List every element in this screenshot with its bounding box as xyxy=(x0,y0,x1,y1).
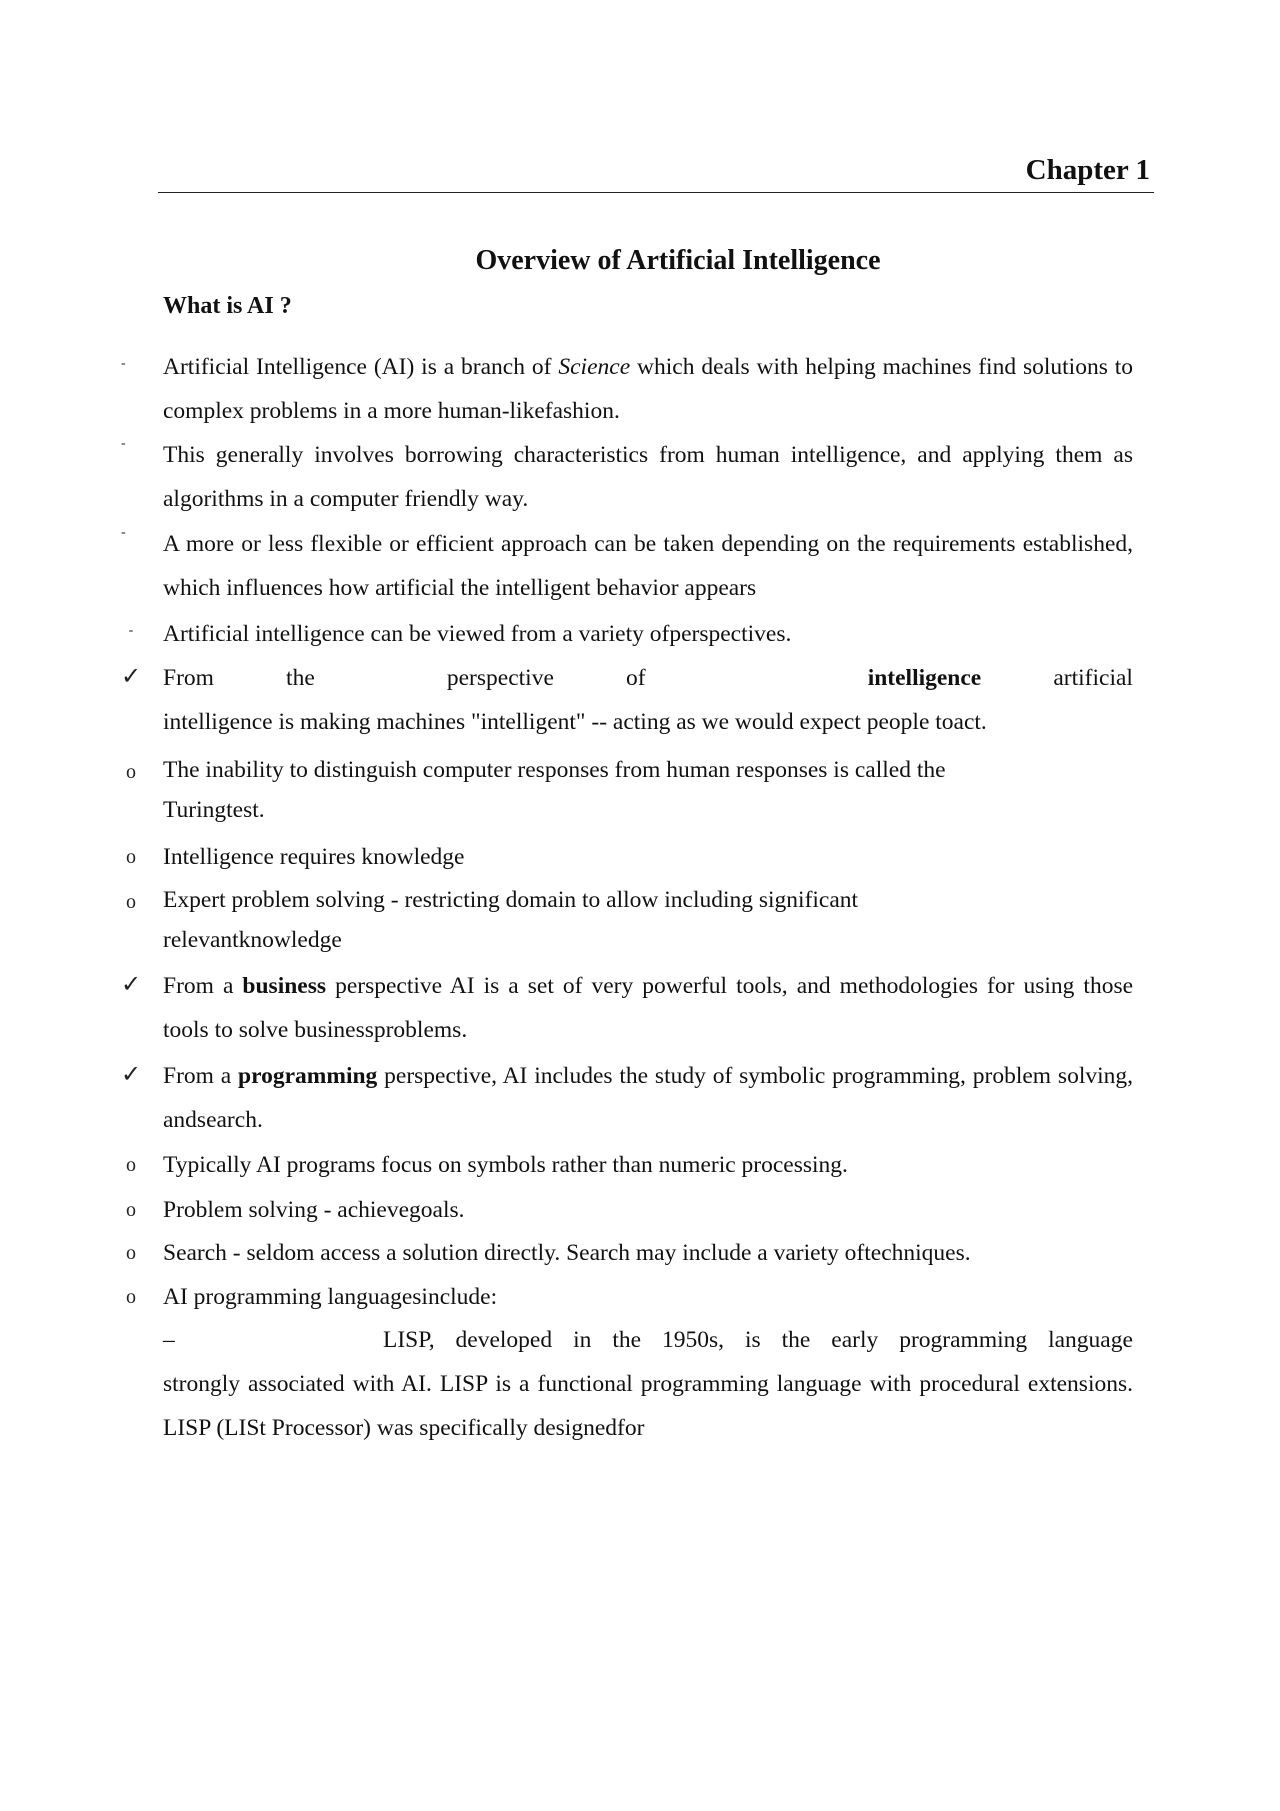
list-item xyxy=(126,1143,1133,1187)
item-text: This generally involves borrowing characteristics from human intelligence, and applying them as algorithms in a computer friendly way. xyxy=(163,442,1133,512)
item-text: From a xyxy=(163,973,234,999)
word: developed xyxy=(455,1327,553,1353)
list-item xyxy=(121,345,1134,433)
dash-bullet-icon: - xyxy=(121,436,126,451)
circle-bullet-icon: o xyxy=(126,761,136,783)
list-item xyxy=(128,612,1133,656)
circle-bullet-icon: o xyxy=(126,1154,136,1176)
word-bold: intelligence xyxy=(867,665,982,691)
word: language xyxy=(1048,1327,1133,1353)
word: early xyxy=(831,1327,879,1353)
word: is xyxy=(744,1327,761,1353)
list-item xyxy=(126,1231,1133,1275)
circle-bullet-icon: o xyxy=(126,891,136,913)
item-text: which deals with helping machines find solutions to complex problems in a more human-likefashion. xyxy=(163,354,1134,424)
list-item xyxy=(126,1188,1133,1232)
word: perspective xyxy=(446,665,554,691)
list-item xyxy=(121,1054,1133,1142)
circle-bullet-icon: o xyxy=(126,1242,136,1264)
item-text: perspective, AI includes the study of symbolic programming, problem solving, andsearch. xyxy=(163,1063,1133,1133)
word: the xyxy=(286,665,315,691)
item-bold: programming xyxy=(238,1063,378,1089)
list-item xyxy=(121,656,1133,744)
item-text: The inability to distinguish computer responses from human responses is called the xyxy=(163,757,946,783)
dash-bullet-icon: - xyxy=(128,623,134,638)
item-bold: business xyxy=(242,973,327,999)
list-item xyxy=(126,750,1133,830)
item-text: Turingtest. xyxy=(163,797,265,823)
item-text: From a xyxy=(163,1063,232,1089)
list-item xyxy=(163,1318,1133,1450)
en-dash-icon: – xyxy=(163,1327,175,1353)
spread-line xyxy=(163,656,1133,700)
item-text: Search - seldom access a solution directly. Search may include a variety oftechniques. xyxy=(163,1240,971,1266)
list-item xyxy=(121,433,1133,521)
item-text: strongly associated with AI. LISP is a functional programming language with procedural extensions. LISP (LISt Processor) was specifically designedfor xyxy=(163,1371,1133,1441)
item-text: perspective AI is a set of very powerful tools, and methodologies for using those tools to solve businessproblems. xyxy=(163,973,1134,1043)
word: From xyxy=(163,665,214,691)
dash-bullet-icon: - xyxy=(121,356,126,371)
item-text: A more or less flexible or efficient approach can be taken depending on the requirements established, which influences how artificial the intelligent behavior appears xyxy=(163,531,1133,601)
word: artificial xyxy=(1053,665,1133,691)
word: in xyxy=(573,1327,592,1353)
document-title: Overview of Artificial Intelligence xyxy=(475,245,881,276)
circle-bullet-icon: o xyxy=(126,846,136,868)
item-text: Artificial Intelligence (AI) is a branch of xyxy=(163,354,552,380)
word: programming xyxy=(899,1327,1028,1353)
item-text: intelligence is making machines "intelligent" -- acting as we would expect people toact. xyxy=(163,709,987,735)
word: LISP, xyxy=(383,1327,435,1353)
section-heading: What is AI ? xyxy=(163,293,292,319)
item-text: AI programming languagesinclude: xyxy=(163,1284,498,1310)
chapter-header xyxy=(158,152,1154,193)
list-item xyxy=(126,880,1133,960)
check-bullet-icon: ✓ xyxy=(121,664,142,690)
circle-bullet-icon: o xyxy=(126,1286,136,1308)
circle-bullet-icon: o xyxy=(126,1199,136,1221)
item-text: Problem solving - achievegoals. xyxy=(163,1197,465,1223)
dash-bullet-icon: - xyxy=(121,525,126,540)
list-item xyxy=(121,964,1134,1052)
item-emphasis: Science xyxy=(558,354,631,380)
spread-line xyxy=(163,1318,1133,1362)
word: of xyxy=(626,665,646,691)
list-item xyxy=(121,522,1133,610)
list-item xyxy=(126,835,1133,879)
list-item xyxy=(126,1275,1133,1319)
item-text: Expert problem solving - restricting domain to allow including significant xyxy=(163,887,859,913)
word: 1950s, xyxy=(661,1327,725,1353)
word: the xyxy=(781,1327,811,1353)
item-text: Intelligence requires knowledge xyxy=(163,844,465,870)
item-text: Typically AI programs focus on symbols rather than numeric processing. xyxy=(163,1152,848,1178)
item-text: relevantknowledge xyxy=(163,927,342,953)
check-bullet-icon: ✓ xyxy=(121,1062,142,1088)
check-bullet-icon: ✓ xyxy=(121,972,142,998)
item-text: Artificial intelligence can be viewed from a variety ofperspectives. xyxy=(163,621,792,647)
word: the xyxy=(612,1327,642,1353)
chapter-label: Chapter 1 xyxy=(1025,154,1150,186)
